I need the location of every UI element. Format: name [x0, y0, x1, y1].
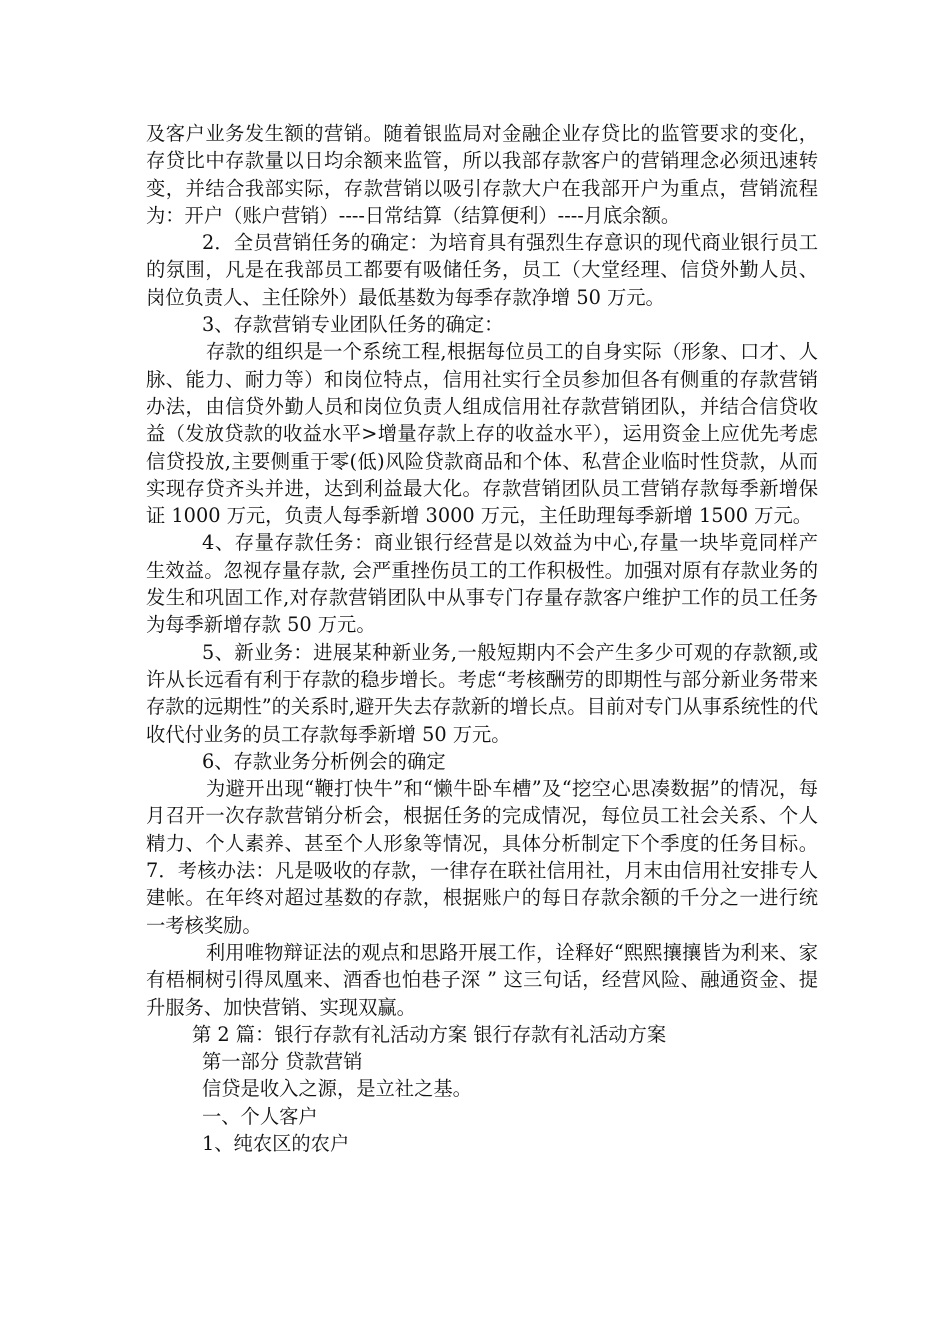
paragraph-item-4: 4、存量存款任务：商业银行经营是以效益为中心,存量一块毕竟同样产生效益。忽视存量存款, 会严重挫伤员工的工作积极性。加强对原有存款业务的发生和巩固工作,对存款营销团队中从事专门存量存款客户维护工作的员工任务为每季新增存款 50 万元。	[146, 531, 818, 637]
paragraph-credit-source: 信贷是收入之源，是立社之基。	[202, 1077, 472, 1101]
paragraph-item-3-heading: 3、存款营销专业团队任务的确定：	[201, 313, 504, 337]
paragraph-intro: 及客户业务发生额的营销。随着银监局对金融企业存贷比的监管要求的变化，存贷比中存款量以日均余额来监管，所以我部存款客户的营销理念必须迅速转变，并结合我部实际，存款营销以吸引存款大户在我部开户为重点，营销流程为：开户（账户营销）----日常结算（结算便利）----月底余额。	[146, 122, 818, 227]
paragraph-item-2: 2．全员营销任务的确定：为培育具有强烈生存意识的现代商业银行员工的氛围，凡是在我部员工都要有吸储任务，员工（大堂经理、信贷外勤人员、岗位负责人、主任除外）最低基数为每季存款净增 50 万元。	[146, 231, 818, 309]
paragraph-item-6-body: 为避开出现“鞭打快牛”和“懒牛卧车槽”及“挖空心思凑数据”的情况，每月召开一次存款营销分析会，根据任务的完成情况，每位员工社会关系、个人精力、个人素养、甚至个人形象等情况，具体分析制定下个季度的任务目标。 7．考核办法：凡是吸收的存款，一律存在联社信用社，月末由信用社安排专人建帐。在年终对超过基数的存款，根据账户的每日存款余额的千分之一进行统一考核奖励。	[146, 777, 818, 937]
paragraph-item-6-heading: 6、存款业务分析例会的确定	[201, 749, 446, 773]
heading-individual-customers: 一、个人客户	[202, 1104, 318, 1128]
paragraph-item-5: 5、新业务：进展某种新业务,一般短期内不会产生多少可观的存款额,或许从长远看有利于存款的稳步增长。考虑“考核酬劳的即期性与部分新业务带来存款的远期性”的关系时,避开失去存款新的增长点。目前对专门从事系统性的代收代付业务的员工存款每季新增 50 万元。	[146, 640, 818, 746]
document-body	[146, 120, 818, 1157]
section-heading-loan-marketing: 第一部分 贷款营销	[202, 1050, 363, 1074]
paragraph-conclusion: 利用唯物辩证法的观点和思路开展工作，诠释好“熙熙攘攘皆为利来、家有梧桐树引得凤凰来、酒香也怕巷子深 ” 这三句话，经营风险、融通资金、提升服务、加快营销、实现双赢。	[146, 940, 818, 1019]
paragraph-item-3-body: 存款的组织是一个系统工程,根据每位员工的自身实际（形象、口才、人脉、能力、耐力等）和岗位特点，信用社实行全员参加但各有侧重的存款营销办法，由信贷外勤人员和岗位负责人组成信用社存款营销团队，并结合信贷收益（发放贷款的收益水平>增量存款上存的收益水平），运用资金上应优先考虑信贷投放,主要侧重于零(低)风险贷款商品和个体、私营企业临时性贷款，从而实现存贷齐头并进，达到利益最大化。存款营销团队员工营销存款每季新增保证 1000 万元，负责人每季新增 3000 万元，主任助理每季新增 1500 万元。	[146, 340, 818, 528]
section-title-part-2: 第 2 篇：银行存款有礼活动方案 银行存款有礼活动方案	[192, 1022, 667, 1046]
heading-farm-households: 1、纯农区的农户	[202, 1131, 350, 1155]
